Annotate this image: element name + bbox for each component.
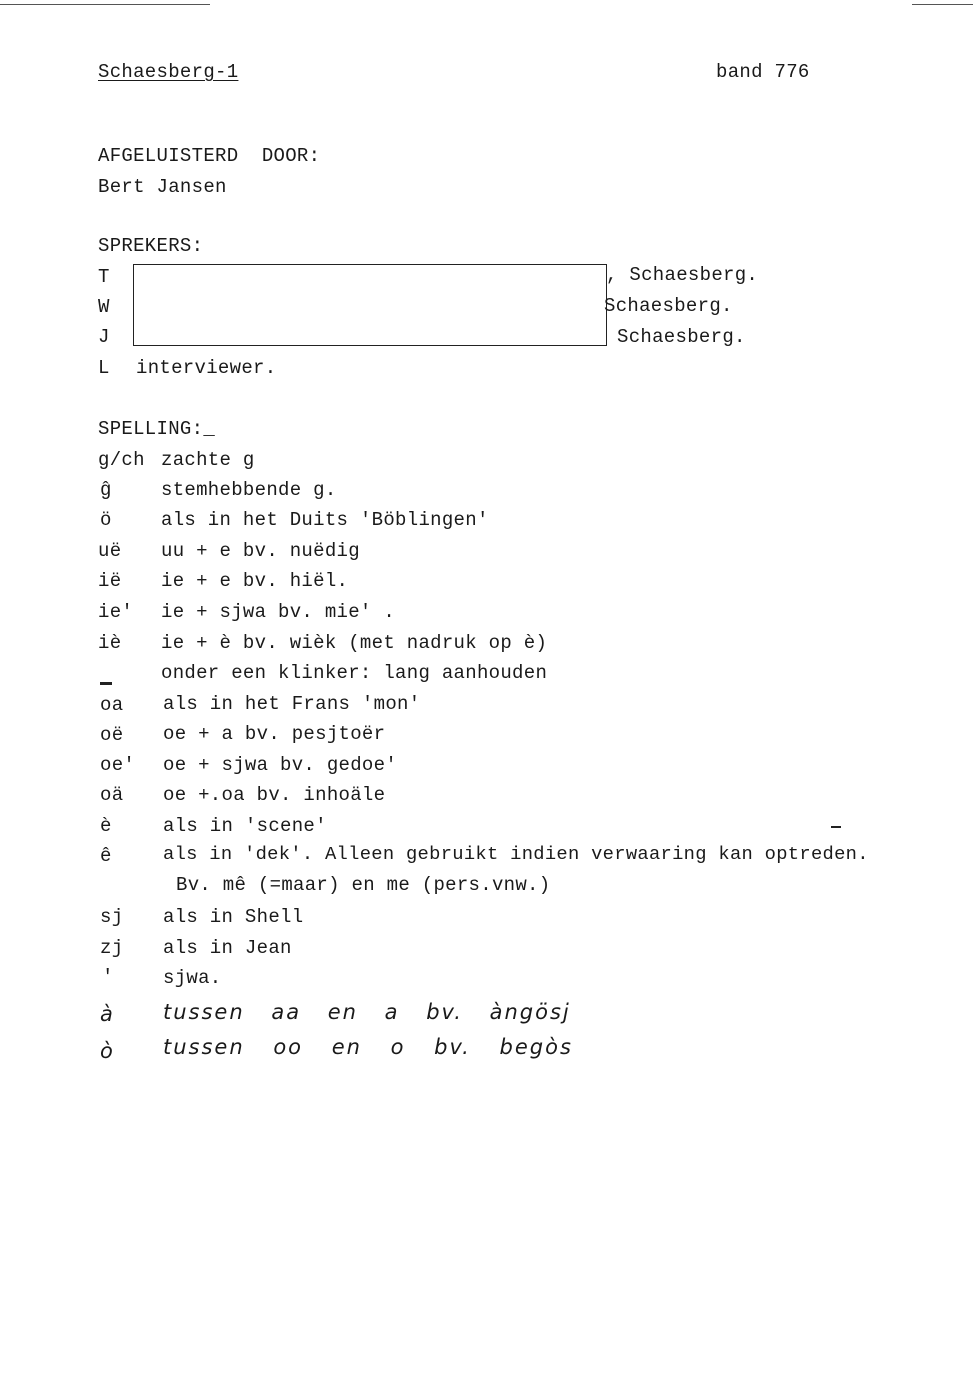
spelling-description: sjwa. [163, 967, 222, 989]
margin-dash-icon [831, 826, 841, 828]
spelling-symbol: oe' [100, 754, 136, 776]
spelling-symbol: ê [100, 845, 112, 867]
speaker-role-l: interviewer. [136, 357, 277, 379]
spelling-symbol: oä [100, 784, 124, 806]
handwritten-description: tussen oo en o bv. begòs [163, 1035, 573, 1059]
spelling-description: als in het Frans 'mon' [163, 693, 421, 715]
spelling-description: oe + sjwa bv. gedoe' [163, 754, 398, 776]
spelling-description: ie + è bv. wièk (met nadruk op è) [161, 632, 548, 654]
spelling-description: onder een klinker: lang aanhouden [161, 662, 548, 684]
handwritten-description: tussen aa en a bv. àngösj [163, 1000, 571, 1024]
spelling-description: als in Jean [163, 937, 292, 959]
spelling-description: ie + e bv. hiël. [161, 570, 349, 592]
spelling-description: stemhebbende g. [161, 479, 337, 501]
handwritten-symbol: ò [100, 1039, 115, 1063]
listened-by-label: AFGELUISTERD DOOR: [98, 145, 321, 167]
speaker-place-t: , Schaesberg. [606, 264, 759, 286]
spelling-description: zachte g [161, 449, 255, 471]
spelling-label: SPELLING:_ [98, 418, 216, 440]
listener-name: Bert Jansen [98, 176, 227, 198]
spelling-description: als in het Duits 'Böblingen' [161, 509, 489, 531]
spelling-symbol: è [100, 815, 112, 837]
spelling-symbol: uë [98, 540, 122, 562]
speaker-letter-j: J [98, 326, 110, 348]
spelling-description: ie + sjwa bv. mie' . [161, 601, 396, 623]
spelling-symbol: ie' [98, 601, 134, 623]
redaction-box [133, 264, 607, 346]
spelling-symbol: ö [100, 509, 112, 531]
spelling-description: als in 'scene' [163, 815, 327, 837]
speakers-label: SPREKERS: [98, 235, 204, 257]
speaker-place-w: Schaesberg. [604, 295, 733, 317]
spelling-description: uu + e bv. nuëdig [161, 540, 360, 562]
underscore-dash-icon [100, 682, 112, 685]
spelling-symbol: ië [98, 570, 122, 592]
spelling-description: oe + a bv. pesjtoër [163, 723, 386, 745]
speaker-letter-w: W [98, 296, 110, 318]
spelling-symbol: iè [98, 632, 122, 654]
scan-edge-line [0, 4, 210, 5]
speaker-letter-t: T [98, 266, 110, 288]
spelling-symbol: ĝ [100, 479, 112, 501]
spelling-description: als in 'dek'. Alleen gebruikt indien verwaaring kan optreden. [163, 843, 869, 865]
speaker-letter-l: L [98, 357, 110, 379]
spelling-symbol: oë [100, 724, 124, 746]
spelling-description: als in Shell [163, 906, 304, 928]
handwritten-symbol: à [100, 1002, 115, 1026]
spelling-symbol: ' [102, 966, 114, 988]
spelling-description: oe +.oa bv. inhoäle [163, 784, 386, 806]
spelling-symbol: sj [100, 906, 124, 928]
spelling-symbol: zj [100, 937, 124, 959]
document-title: Schaesberg-1 [98, 61, 239, 83]
band-number: band 776 [716, 61, 810, 83]
spelling-symbol: g/ch [98, 449, 145, 471]
spelling-description-continued: Bv. mê (=maar) en me (pers.vnw.) [176, 874, 551, 896]
spelling-symbol: oa [100, 694, 124, 716]
speaker-place-j: Schaesberg. [617, 326, 746, 348]
scan-edge-line-right [912, 4, 973, 5]
